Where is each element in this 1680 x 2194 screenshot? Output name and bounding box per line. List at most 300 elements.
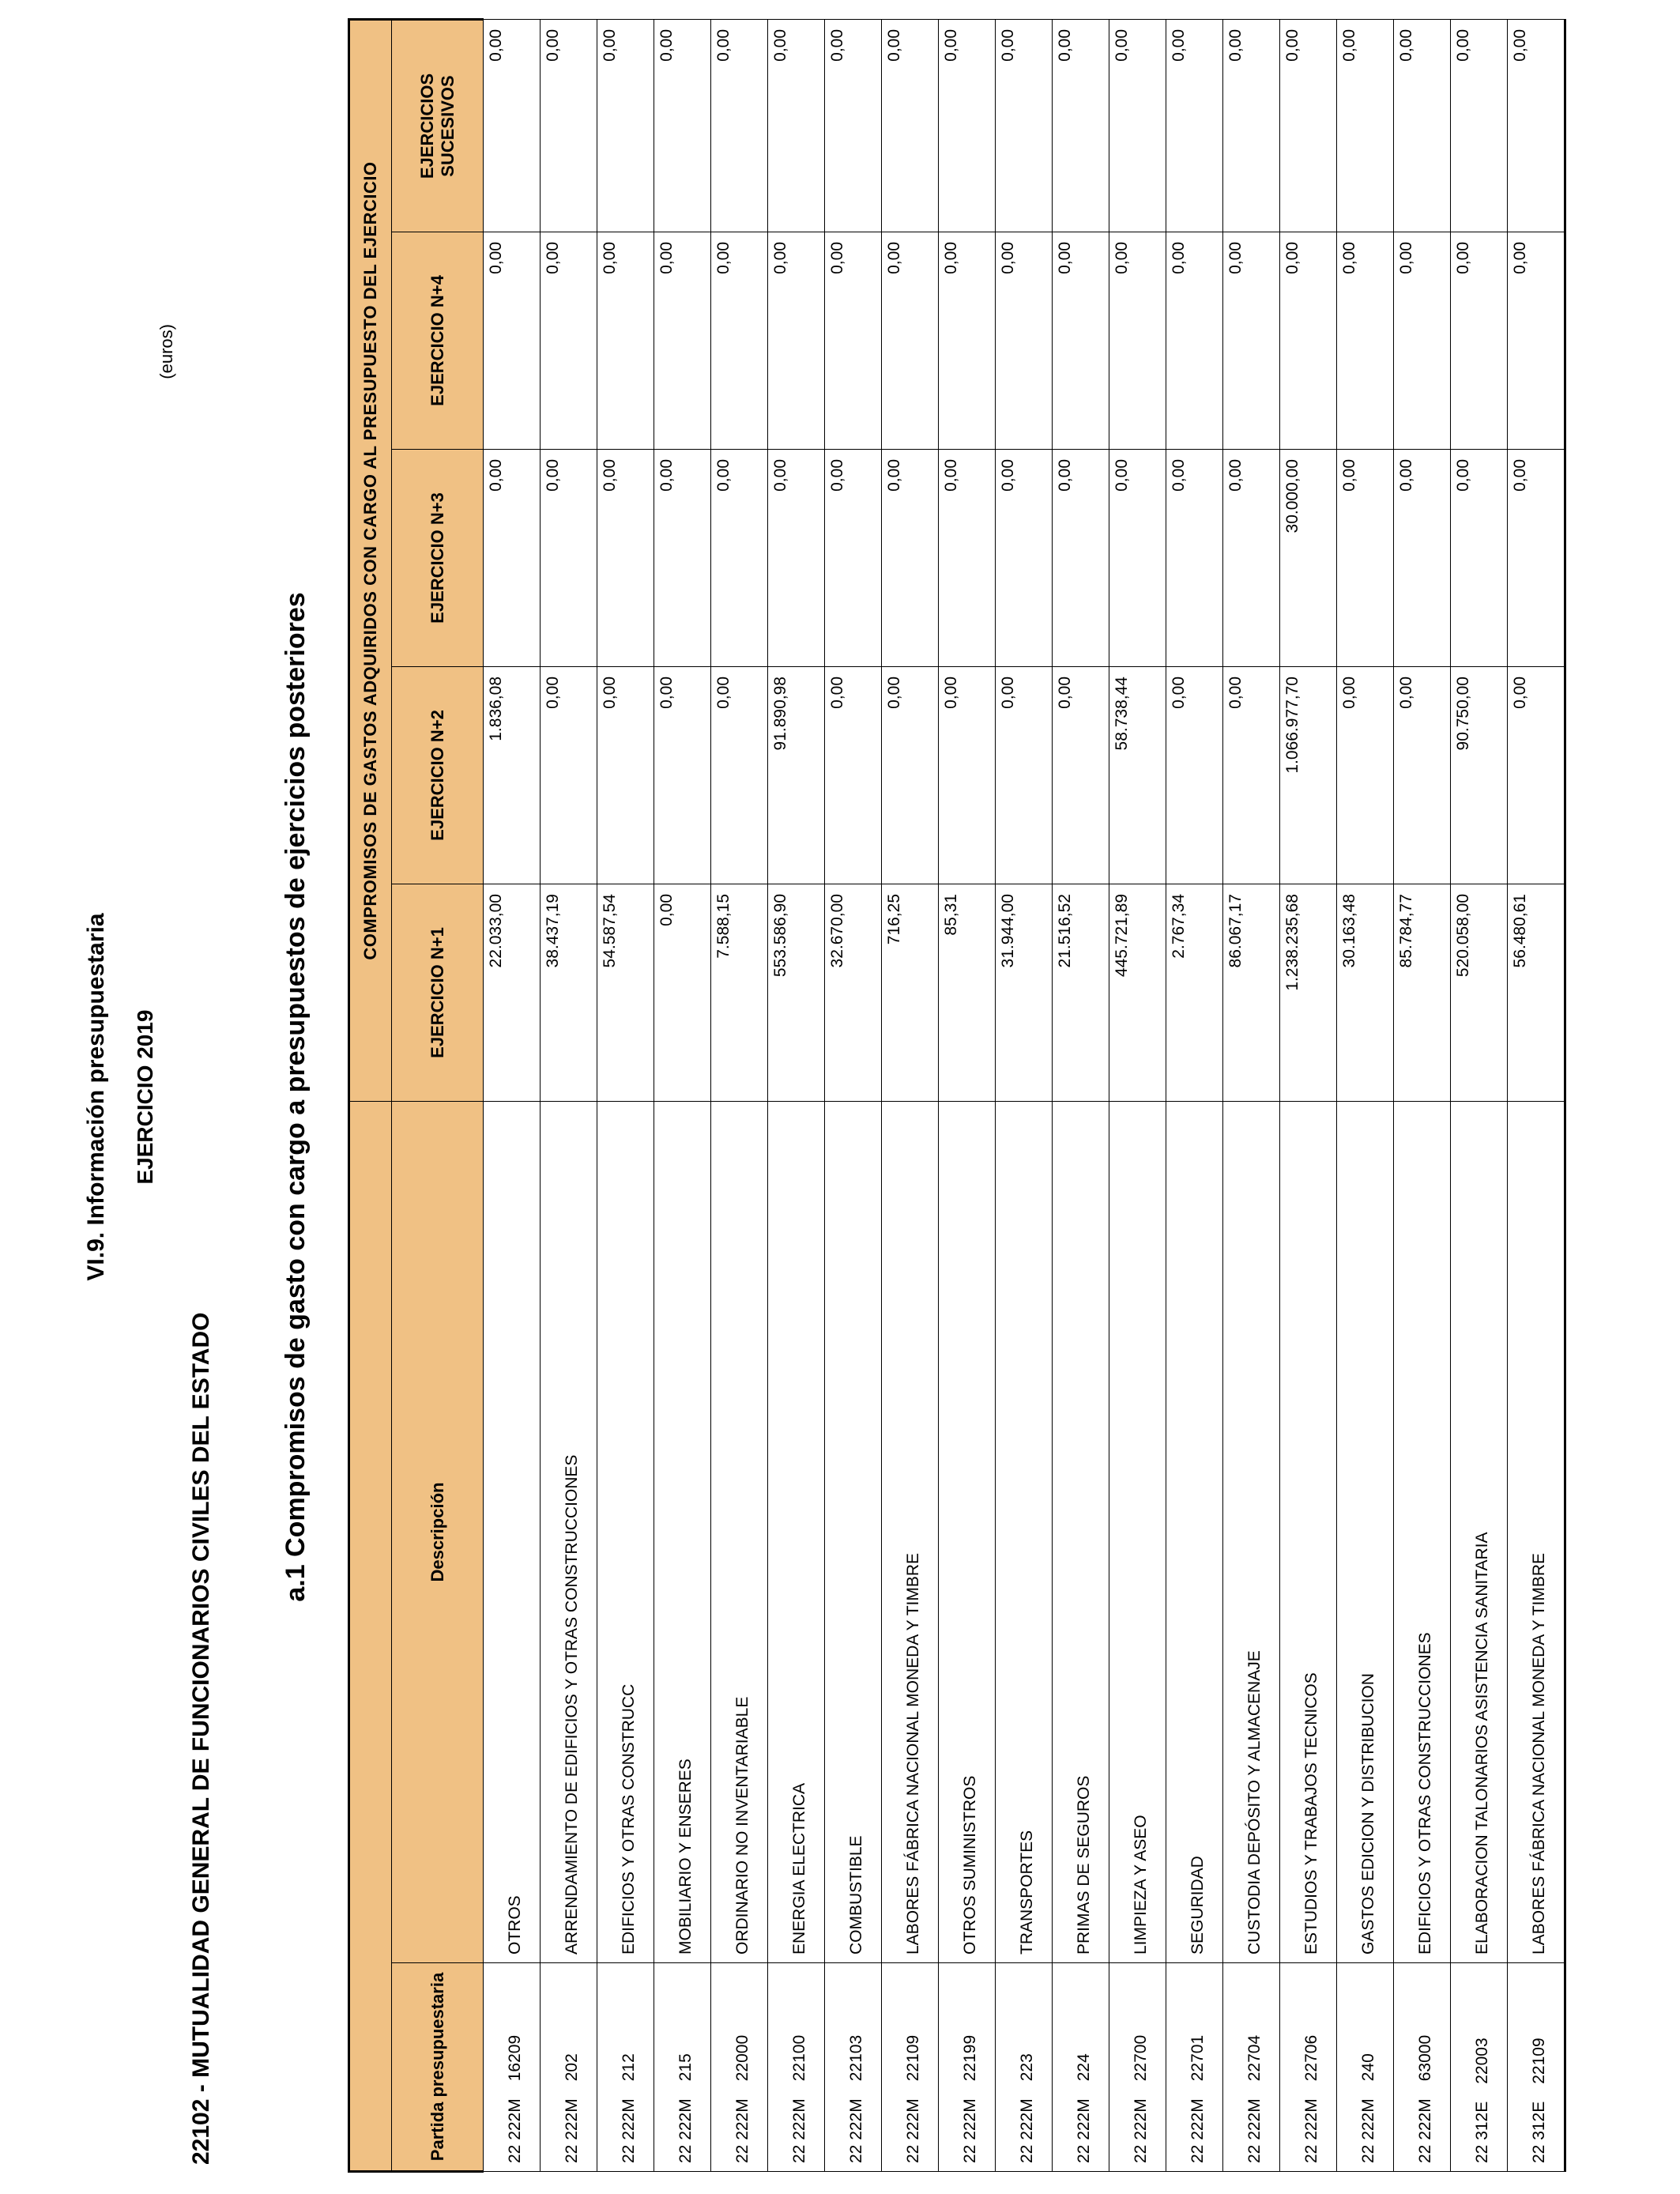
table-row bbox=[1508, 19, 1565, 2171]
amount-suc: 0,00 bbox=[999, 28, 1017, 62]
cell-n2 bbox=[882, 667, 939, 884]
amount-n3: 0,00 bbox=[1056, 459, 1074, 492]
amount-suc: 0,00 bbox=[942, 28, 960, 62]
fiscal-year: EJERCICIO 2019 bbox=[133, 1009, 157, 1185]
cell-partida bbox=[654, 1963, 711, 2172]
amount-n1: 21.516,52 bbox=[1056, 894, 1074, 968]
descripcion-text: LABORES FÁBRICA NACIONAL MONEDA Y TIMBRE bbox=[904, 1552, 922, 1955]
cell-n2 bbox=[1280, 667, 1337, 884]
amount-suc: 0,00 bbox=[771, 28, 789, 62]
descripcion-text: LABORES FÁBRICA NACIONAL MONEDA Y TIMBRE bbox=[1530, 1552, 1548, 1955]
header-n3: EJERCICIO N+3 bbox=[392, 450, 484, 667]
amount-n2: 0,00 bbox=[1056, 677, 1074, 709]
amount-n4: 0,00 bbox=[1226, 242, 1245, 274]
cell-n3 bbox=[1394, 450, 1451, 667]
cell-descripcion bbox=[1109, 1102, 1166, 1963]
cell-n3 bbox=[711, 450, 768, 667]
table-row bbox=[1451, 19, 1508, 2171]
amount-suc: 0,00 bbox=[1226, 28, 1245, 62]
cell-partida bbox=[1280, 1963, 1337, 2172]
amount-n1: 30.163,48 bbox=[1340, 894, 1358, 968]
cell-n3 bbox=[541, 450, 597, 667]
cell-n3 bbox=[1451, 450, 1508, 667]
cell-n2 bbox=[1451, 667, 1508, 884]
cell-n3 bbox=[996, 450, 1053, 667]
descripcion-text: ORDINARIO NO INVENTARIABLE bbox=[733, 1696, 751, 1955]
partida-code: 22700 bbox=[1132, 2034, 1150, 2082]
header-sucesivos: EJERCICIOS SUCESIVOS bbox=[392, 19, 484, 232]
amount-suc: 0,00 bbox=[1397, 28, 1415, 62]
cell-n4 bbox=[825, 232, 882, 450]
partida-code: 212 bbox=[620, 2053, 638, 2082]
amount-n4: 0,00 bbox=[999, 242, 1017, 274]
cell-n4 bbox=[541, 232, 597, 450]
cell-suc bbox=[597, 19, 654, 232]
header-group: COMPROMISOS DE GASTOS ADQUIRIDOS CON CARGO AL PRESUPUESTO DEL EJERCICIO bbox=[349, 19, 392, 1101]
amount-n2: 0,00 bbox=[601, 677, 619, 709]
amount-n3: 0,00 bbox=[1511, 459, 1529, 492]
amount-n4: 0,00 bbox=[657, 242, 676, 274]
cell-n1 bbox=[1109, 884, 1166, 1102]
cell-descripcion bbox=[1508, 1102, 1565, 1963]
cell-descripcion bbox=[996, 1102, 1053, 1963]
descripcion-text: EDIFICIOS Y OTRAS CONSTRUCC bbox=[620, 1683, 638, 1955]
cell-n3 bbox=[1166, 450, 1223, 667]
partida-program: 22 222M bbox=[563, 2098, 581, 2163]
amount-n4: 0,00 bbox=[487, 242, 505, 274]
amount-n3: 0,00 bbox=[1454, 459, 1472, 492]
partida-code: 16209 bbox=[506, 2034, 524, 2082]
amount-n3: 0,00 bbox=[544, 459, 562, 492]
amount-suc: 0,00 bbox=[828, 28, 846, 62]
cell-n2 bbox=[654, 667, 711, 884]
amount-n1: 445.721,89 bbox=[1113, 894, 1131, 978]
cell-suc bbox=[1166, 19, 1223, 232]
cell-suc bbox=[1223, 19, 1280, 232]
descripcion-text: COMBUSTIBLE bbox=[847, 1835, 865, 1955]
table-row bbox=[825, 19, 882, 2171]
partida-program: 22 222M bbox=[790, 2098, 808, 2163]
amount-n4: 0,00 bbox=[601, 242, 619, 274]
cell-descripcion bbox=[1451, 1102, 1508, 1963]
amount-n3: 0,00 bbox=[1170, 459, 1188, 492]
cell-n4 bbox=[939, 232, 996, 450]
cell-partida bbox=[597, 1963, 654, 2172]
amount-suc: 0,00 bbox=[885, 28, 903, 62]
cell-n1 bbox=[996, 884, 1053, 1102]
cell-n1 bbox=[1508, 884, 1565, 1102]
cell-partida bbox=[1337, 1963, 1394, 2172]
cell-n2 bbox=[1053, 667, 1109, 884]
cell-suc bbox=[1394, 19, 1451, 232]
partida-program: 22 312E bbox=[1530, 2101, 1548, 2163]
cell-suc bbox=[541, 19, 597, 232]
cell-n3 bbox=[484, 450, 541, 667]
partida-program: 22 222M bbox=[733, 2098, 751, 2163]
amount-n4: 0,00 bbox=[1056, 242, 1074, 274]
amount-suc: 0,00 bbox=[601, 28, 619, 62]
amount-n3: 0,00 bbox=[601, 459, 619, 492]
amount-n1: 38.437,19 bbox=[544, 894, 562, 968]
cell-suc bbox=[654, 19, 711, 232]
cell-n2 bbox=[1394, 667, 1451, 884]
amount-n2: 0,00 bbox=[1170, 677, 1188, 709]
cell-n1 bbox=[1223, 884, 1280, 1102]
amount-n2: 0,00 bbox=[885, 677, 903, 709]
cell-n4 bbox=[597, 232, 654, 450]
partida-code: 22103 bbox=[847, 2034, 865, 2082]
partida-code: 22003 bbox=[1473, 2038, 1491, 2084]
amount-n1: 1.238.235,68 bbox=[1283, 894, 1301, 991]
amount-n1: 0,00 bbox=[657, 894, 676, 926]
cell-suc bbox=[1337, 19, 1394, 232]
descripcion-text: LIMPIEZA Y ASEO bbox=[1132, 1815, 1150, 1955]
cell-n3 bbox=[825, 450, 882, 667]
cell-n1 bbox=[541, 884, 597, 1102]
cell-n3 bbox=[1109, 450, 1166, 667]
cell-n1 bbox=[654, 884, 711, 1102]
cell-n1 bbox=[1451, 884, 1508, 1102]
cell-n4 bbox=[996, 232, 1053, 450]
amount-n2: 0,00 bbox=[657, 677, 676, 709]
header-partida: Partida presupuestaria bbox=[392, 1963, 484, 2172]
amount-n1: 86.067,17 bbox=[1226, 894, 1245, 968]
header-n4: EJERCICIO N+4 bbox=[392, 232, 484, 450]
cell-suc bbox=[1508, 19, 1565, 232]
cell-n2 bbox=[1508, 667, 1565, 884]
cell-descripcion bbox=[882, 1102, 939, 1963]
table-row bbox=[1223, 19, 1280, 2171]
amount-suc: 0,00 bbox=[1454, 28, 1472, 62]
amount-suc: 0,00 bbox=[487, 28, 505, 62]
partida-program: 22 222M bbox=[506, 2098, 524, 2163]
cell-n1 bbox=[1053, 884, 1109, 1102]
cell-partida bbox=[768, 1963, 825, 2172]
partida-program: 22 222M bbox=[1245, 2098, 1264, 2163]
cell-n2 bbox=[939, 667, 996, 884]
partida-code: 22100 bbox=[790, 2034, 808, 2082]
descripcion-text: CUSTODIA DEPÓSITO Y ALMACENAJE bbox=[1245, 1650, 1264, 1955]
amount-n4: 0,00 bbox=[1283, 242, 1301, 274]
cell-descripcion bbox=[1166, 1102, 1223, 1963]
cell-partida bbox=[711, 1963, 768, 2172]
amount-n3: 0,00 bbox=[1340, 459, 1358, 492]
partida-code: 22000 bbox=[733, 2034, 751, 2082]
header-blank bbox=[349, 1102, 392, 2172]
amount-n3: 30.000,00 bbox=[1283, 459, 1301, 533]
partida-program: 22 222M bbox=[1018, 2098, 1036, 2163]
descripcion-text: EDIFICIOS Y OTRAS CONSTRUCCIONES bbox=[1416, 1632, 1434, 1955]
table-row bbox=[1053, 19, 1109, 2171]
amount-n4: 0,00 bbox=[1340, 242, 1358, 274]
amount-n4: 0,00 bbox=[1511, 242, 1529, 274]
cell-descripcion bbox=[1223, 1102, 1280, 1963]
amount-n1: 7.588,15 bbox=[714, 894, 733, 959]
amount-n3: 0,00 bbox=[1226, 459, 1245, 492]
cell-n3 bbox=[882, 450, 939, 667]
table-row bbox=[1337, 19, 1394, 2171]
cell-n1 bbox=[597, 884, 654, 1102]
amount-n2: 0,00 bbox=[999, 677, 1017, 709]
cell-n4 bbox=[882, 232, 939, 450]
amount-n4: 0,00 bbox=[885, 242, 903, 274]
descripcion-text: SEGURIDAD bbox=[1188, 1856, 1207, 1955]
cell-descripcion bbox=[825, 1102, 882, 1963]
cell-descripcion bbox=[1280, 1102, 1337, 1963]
amount-n4: 0,00 bbox=[828, 242, 846, 274]
table-row bbox=[939, 19, 996, 2171]
cell-n4 bbox=[484, 232, 541, 450]
cell-descripcion bbox=[1337, 1102, 1394, 1963]
cell-suc bbox=[939, 19, 996, 232]
amount-n1: 2.767,34 bbox=[1170, 894, 1188, 959]
table-row bbox=[711, 19, 768, 2171]
partida-program: 22 222M bbox=[847, 2098, 865, 2163]
amount-n4: 0,00 bbox=[1113, 242, 1131, 274]
amount-n1: 56.480,61 bbox=[1511, 894, 1529, 968]
cell-n2 bbox=[1166, 667, 1223, 884]
cell-partida bbox=[825, 1963, 882, 2172]
descripcion-text: TRANSPORTES bbox=[1018, 1830, 1036, 1955]
amount-n3: 0,00 bbox=[999, 459, 1017, 492]
amount-n1: 22.033,00 bbox=[487, 894, 505, 968]
cell-partida bbox=[484, 1963, 541, 2172]
cell-suc bbox=[1053, 19, 1109, 232]
descripcion-text: OTROS SUMINISTROS bbox=[961, 1775, 979, 1955]
partida-code: 223 bbox=[1018, 2053, 1036, 2082]
cell-n4 bbox=[711, 232, 768, 450]
cell-n3 bbox=[1280, 450, 1337, 667]
header-n2: EJERCICIO N+2 bbox=[392, 667, 484, 884]
amount-n1: 520.058,00 bbox=[1454, 894, 1472, 978]
table-row bbox=[1109, 19, 1166, 2171]
cell-n1 bbox=[882, 884, 939, 1102]
cell-n2 bbox=[825, 667, 882, 884]
cell-n1 bbox=[1280, 884, 1337, 1102]
partida-code: 22109 bbox=[904, 2034, 922, 2082]
cell-partida bbox=[1109, 1963, 1166, 2172]
table-row bbox=[996, 19, 1053, 2171]
amount-n2: 58.738,44 bbox=[1113, 677, 1131, 751]
units-label: (euros) bbox=[156, 324, 176, 379]
header-n1: EJERCICIO N+1 bbox=[392, 884, 484, 1102]
amount-suc: 0,00 bbox=[1511, 28, 1529, 62]
cell-suc bbox=[825, 19, 882, 232]
partida-program: 22 222M bbox=[1132, 2098, 1150, 2163]
amount-n2: 0,00 bbox=[714, 677, 733, 709]
partida-code: 240 bbox=[1359, 2053, 1377, 2082]
cell-descripcion bbox=[768, 1102, 825, 1963]
descripcion-text: ESTUDIOS Y TRABAJOS TECNICOS bbox=[1302, 1672, 1320, 1955]
cell-n4 bbox=[1053, 232, 1109, 450]
cell-partida bbox=[1223, 1963, 1280, 2172]
amount-suc: 0,00 bbox=[1113, 28, 1131, 62]
cell-n3 bbox=[1508, 450, 1565, 667]
descripcion-text: PRIMAS DE SEGUROS bbox=[1075, 1775, 1093, 1955]
cell-partida bbox=[1166, 1963, 1223, 2172]
amount-n4: 0,00 bbox=[771, 242, 789, 274]
amount-n4: 0,00 bbox=[1397, 242, 1415, 274]
entity-name: 22102 - MUTUALIDAD GENERAL DE FUNCIONARIOS CIVILES DEL ESTADO bbox=[188, 1312, 214, 2165]
cell-partida bbox=[1394, 1963, 1451, 2172]
cell-n2 bbox=[1109, 667, 1166, 884]
partida-program: 22 222M bbox=[961, 2098, 979, 2163]
cell-descripcion bbox=[541, 1102, 597, 1963]
cell-n4 bbox=[1223, 232, 1280, 450]
cell-n1 bbox=[711, 884, 768, 1102]
table-row bbox=[541, 19, 597, 2171]
amount-n4: 0,00 bbox=[1170, 242, 1188, 274]
header-descripcion: Descripción bbox=[392, 1102, 484, 1963]
partida-code: 63000 bbox=[1416, 2034, 1434, 2082]
commitments-table bbox=[348, 18, 1566, 2173]
cell-n3 bbox=[768, 450, 825, 667]
amount-n4: 0,00 bbox=[714, 242, 733, 274]
amount-n2: 1.836,08 bbox=[487, 677, 505, 741]
cell-suc bbox=[996, 19, 1053, 232]
cell-n4 bbox=[1166, 232, 1223, 450]
cell-descripcion bbox=[1053, 1102, 1109, 1963]
partida-code: 22199 bbox=[961, 2034, 979, 2082]
table-row bbox=[768, 19, 825, 2171]
amount-suc: 0,00 bbox=[1340, 28, 1358, 62]
cell-partida bbox=[996, 1963, 1053, 2172]
table-row bbox=[882, 19, 939, 2171]
cell-partida bbox=[1508, 1963, 1565, 2172]
amount-n3: 0,00 bbox=[1113, 459, 1131, 492]
amount-n1: 85,31 bbox=[942, 894, 960, 936]
partida-code: 215 bbox=[676, 2053, 695, 2082]
amount-n1: 32.670,00 bbox=[828, 894, 846, 968]
descripcion-text: ARRENDAMIENTO DE EDIFICIOS Y OTRAS CONSTRUCCIONES bbox=[563, 1454, 581, 1955]
amount-n1: 716,25 bbox=[885, 894, 903, 945]
descripcion-text: OTROS bbox=[506, 1895, 524, 1955]
amount-suc: 0,00 bbox=[1170, 28, 1188, 62]
cell-suc bbox=[1280, 19, 1337, 232]
cell-suc bbox=[484, 19, 541, 232]
cell-n1 bbox=[1394, 884, 1451, 1102]
partida-program: 22 222M bbox=[904, 2098, 922, 2163]
amount-n3: 0,00 bbox=[487, 459, 505, 492]
cell-partida bbox=[939, 1963, 996, 2172]
cell-n3 bbox=[1223, 450, 1280, 667]
cell-descripcion bbox=[939, 1102, 996, 1963]
partida-program: 22 222M bbox=[676, 2098, 695, 2163]
amount-n2: 0,00 bbox=[828, 677, 846, 709]
cell-suc bbox=[882, 19, 939, 232]
cell-partida bbox=[1451, 1963, 1508, 2172]
table-row bbox=[1394, 19, 1451, 2171]
amount-n1: 553.586,90 bbox=[771, 894, 789, 978]
cell-partida bbox=[1053, 1963, 1109, 2172]
cell-suc bbox=[1109, 19, 1166, 232]
cell-n4 bbox=[654, 232, 711, 450]
cell-descripcion bbox=[654, 1102, 711, 1963]
amount-n4: 0,00 bbox=[942, 242, 960, 274]
cell-n3 bbox=[597, 450, 654, 667]
amount-n2: 91.890,98 bbox=[771, 677, 789, 751]
amount-n2: 90.750,00 bbox=[1454, 677, 1472, 751]
amount-n1: 85.784,77 bbox=[1397, 894, 1415, 968]
table-row bbox=[484, 19, 541, 2171]
table-row bbox=[597, 19, 654, 2171]
cell-n2 bbox=[1337, 667, 1394, 884]
partida-program: 22 222M bbox=[1416, 2098, 1434, 2163]
cell-descripcion bbox=[711, 1102, 768, 1963]
partida-program: 22 222M bbox=[1188, 2098, 1207, 2163]
partida-program: 22 222M bbox=[620, 2098, 638, 2163]
amount-suc: 0,00 bbox=[714, 28, 733, 62]
cell-n2 bbox=[711, 667, 768, 884]
amount-n3: 0,00 bbox=[942, 459, 960, 492]
partida-code: 224 bbox=[1075, 2053, 1093, 2082]
descripcion-text: GASTOS EDICION Y DISTRIBUCION bbox=[1359, 1673, 1377, 1955]
table-row bbox=[1280, 19, 1337, 2171]
amount-suc: 0,00 bbox=[544, 28, 562, 62]
amount-n2: 0,00 bbox=[942, 677, 960, 709]
amount-n2: 0,00 bbox=[1511, 677, 1529, 709]
amount-n3: 0,00 bbox=[1397, 459, 1415, 492]
cell-n2 bbox=[996, 667, 1053, 884]
cell-suc bbox=[768, 19, 825, 232]
partida-code: 22704 bbox=[1245, 2034, 1264, 2082]
amount-n3: 0,00 bbox=[771, 459, 789, 492]
partida-code: 22109 bbox=[1530, 2038, 1548, 2084]
cell-n1 bbox=[768, 884, 825, 1102]
cell-n2 bbox=[1223, 667, 1280, 884]
cell-n3 bbox=[939, 450, 996, 667]
amount-n1: 54.587,54 bbox=[601, 894, 619, 968]
amount-n4: 0,00 bbox=[544, 242, 562, 274]
cell-n4 bbox=[1337, 232, 1394, 450]
cell-descripcion bbox=[597, 1102, 654, 1963]
cell-partida bbox=[541, 1963, 597, 2172]
descripcion-text: ENERGIA ELECTRICA bbox=[790, 1782, 808, 1955]
cell-n4 bbox=[1109, 232, 1166, 450]
cell-n2 bbox=[484, 667, 541, 884]
amount-n1: 31.944,00 bbox=[999, 894, 1017, 968]
amount-n3: 0,00 bbox=[657, 459, 676, 492]
amount-suc: 0,00 bbox=[1056, 28, 1074, 62]
amount-n2: 0,00 bbox=[544, 677, 562, 709]
cell-suc bbox=[711, 19, 768, 232]
cell-n1 bbox=[939, 884, 996, 1102]
amount-n2: 0,00 bbox=[1340, 677, 1358, 709]
section-title: VI.9. Información presupuestaria bbox=[83, 913, 109, 1281]
cell-suc bbox=[1451, 19, 1508, 232]
amount-n2: 0,00 bbox=[1226, 677, 1245, 709]
cell-n3 bbox=[654, 450, 711, 667]
table-row bbox=[654, 19, 711, 2171]
amount-n4: 0,00 bbox=[1454, 242, 1472, 274]
partida-program: 22 222M bbox=[1302, 2098, 1320, 2163]
cell-n2 bbox=[597, 667, 654, 884]
cell-n1 bbox=[825, 884, 882, 1102]
amount-n3: 0,00 bbox=[885, 459, 903, 492]
cell-descripcion bbox=[484, 1102, 541, 1963]
partida-program: 22 312E bbox=[1473, 2101, 1491, 2163]
cell-n4 bbox=[768, 232, 825, 450]
cell-n1 bbox=[1337, 884, 1394, 1102]
cell-n1 bbox=[484, 884, 541, 1102]
cell-n2 bbox=[541, 667, 597, 884]
cell-descripcion bbox=[1394, 1102, 1451, 1963]
partida-code: 202 bbox=[563, 2053, 581, 2082]
partida-program: 22 222M bbox=[1075, 2098, 1093, 2163]
cell-n3 bbox=[1053, 450, 1109, 667]
table-row bbox=[1166, 19, 1223, 2171]
amount-suc: 0,00 bbox=[657, 28, 676, 62]
